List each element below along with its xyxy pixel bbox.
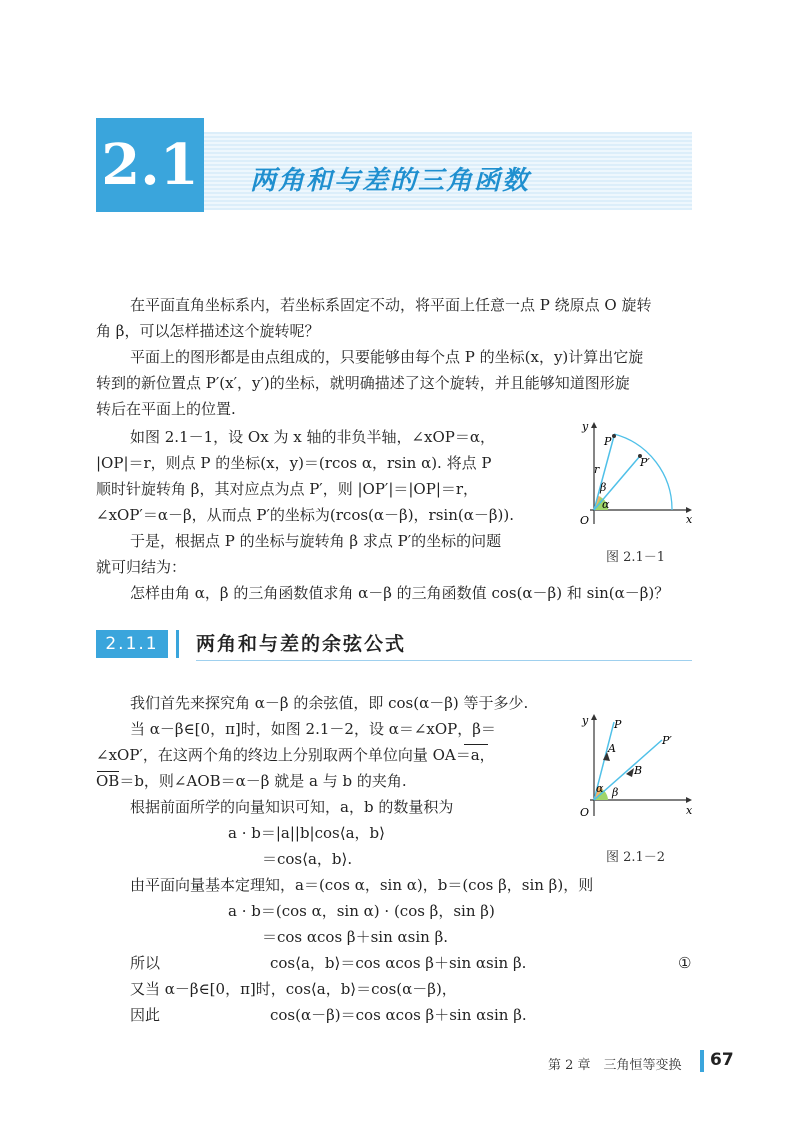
fig2-label-P: P [614, 718, 622, 731]
intro-p3-line4: ∠xOP′＝α－β，从而点 P′的坐标为(rcos(α－β)，rsin(α－β)). [96, 506, 515, 524]
fig1-label-alpha: α [602, 498, 610, 511]
intro-p1-line1: 在平面直角坐标系内，若坐标系固定不动，将平面上任意一点 P 绕原点 O 旋转 [130, 296, 652, 314]
body2-line2: 当 α－β∈[0，π]时，如图 2.1－2，设 α＝∠xOP，β＝ [130, 720, 496, 738]
body2-line4: OB＝b，则∠AOB＝α－β 就是 a 与 b 的夹角. [96, 772, 407, 790]
vector-OB-overline [97, 771, 119, 772]
intro-p4-line1: 于是，根据点 P 的坐标与旋转角 β 求点 P′的坐标的问题 [130, 532, 502, 550]
subsection-separator [176, 630, 179, 658]
body2-line7: ＝cos⟨a，b⟩. [262, 850, 353, 868]
figure-2-1-2 [574, 712, 694, 824]
body2-line12: 又当 α－β∈[0，π]时，cos⟨a，b⟩＝cos(α－β)， [130, 980, 457, 998]
fig1-label-x: x [686, 513, 693, 526]
body2-line11-label: 所以 [130, 954, 161, 972]
fig1-label-y: y [582, 420, 589, 433]
body2-line11-formula: cos⟨a，b⟩＝cos αcos β＋sin αsin β. [270, 954, 527, 972]
fig2-label-O: O [580, 806, 590, 819]
section-title: 两角和与差的三角函数 [250, 166, 531, 196]
fig2-label-y: y [582, 714, 589, 727]
intro-p1-line2: 角 β，可以怎样描述这个旋转呢？ [96, 322, 320, 340]
body2-line9: a · b＝(cos α，sin α) · (cos β，sin β) [228, 902, 495, 920]
subsection-title: 两角和与差的余弦公式 [196, 633, 407, 655]
fig1-point-P [612, 434, 616, 438]
figure1-caption: 图 2.1－1 [606, 550, 666, 565]
fig1-y-arrow-icon [591, 422, 597, 428]
fig2-y-arrow-icon [591, 714, 597, 720]
fig2-label-alpha: α [596, 782, 604, 795]
vector-OA-overline [464, 744, 488, 745]
equation-number: ① [678, 954, 692, 972]
fig2-label-A: A [608, 742, 616, 755]
fig2-x-arrow-icon [686, 797, 692, 803]
subsection-underline [196, 660, 692, 661]
figure-2-1-1 [574, 420, 694, 532]
body2-line3: ∠xOP′，在这两个角的终边上分别取两个单位向量 OA＝a， [96, 746, 495, 764]
fig2-label-beta: β [612, 786, 619, 799]
figure2-caption: 图 2.1－2 [606, 850, 666, 865]
body2-line13-formula: cos(α－β)＝cos αcos β＋sin αsin β. [270, 1006, 527, 1024]
fig1-label-Pprime: P′ [640, 456, 650, 469]
intro-p2-line1: 平面上的图形都是由点组成的，只要能够由每个点 P 的坐标(x，y)计算出它旋 [130, 348, 644, 366]
intro-p2-line2: 转到的新位置点 P′(x′，y′)的坐标，就明确描述了这个旋转，并且能够知道图形旋 [96, 374, 630, 392]
fig1-label-beta: β [600, 481, 607, 494]
intro-p5-line1: 怎样由角 α，β 的三角函数值求角 α－β 的三角函数值 cos(α－β) 和 sin(α－β)？ [130, 584, 670, 602]
footer-chapter: 第 2 章 三角恒等变换 [548, 1058, 682, 1073]
intro-p2-line3: 转后在平面上的位置. [96, 400, 236, 418]
fig2-label-Pprime: P′ [662, 734, 672, 747]
fig1-label-O: O [580, 514, 590, 527]
subsection-number: 2.1.1 [105, 634, 159, 654]
fig2-vector-b-arrow-icon [626, 768, 634, 777]
fig1-label-P: P [604, 435, 612, 448]
body2-line5: 根据前面所学的向量知识可知，a，b 的数量积为 [130, 798, 454, 816]
body2-line8: 由平面向量基本定理知，a＝(cos α，sin α)，b＝(cos β，sin β)，则 [130, 876, 594, 894]
fig2-ray-OPprime [594, 740, 662, 800]
section-number: 2.1 [101, 132, 199, 198]
body2-line6: a · b＝|a||b|cos⟨a，b⟩ [228, 824, 385, 842]
page-number: 67 [710, 1050, 734, 1070]
fig1-arc [614, 434, 672, 510]
body2-line1: 我们首先来探究角 α－β 的余弦值，即 cos(α－β) 等于多少. [130, 694, 529, 712]
fig2-label-B: B [634, 764, 643, 777]
intro-p3-line3: 顺时针旋转角 β，其对应点为点 P′，则 |OP′|＝|OP|＝r， [96, 480, 479, 498]
footer-accent-bar [700, 1050, 704, 1072]
fig2-label-x: x [686, 804, 693, 817]
body2-line10: ＝cos αcos β＋sin αsin β. [262, 928, 449, 946]
intro-p4-line2: 就可归结为： [96, 558, 187, 576]
intro-p3-line1: 如图 2.1－1，设 Ox 为 x 轴的非负半轴，∠xOP＝α， [130, 428, 496, 446]
fig1-label-r: r [594, 463, 600, 476]
intro-p3-line2: |OP|＝r，则点 P 的坐标(x，y)＝(rcos α，rsin α). 将点 P [96, 454, 492, 472]
body2-line13-label: 因此 [130, 1006, 161, 1024]
